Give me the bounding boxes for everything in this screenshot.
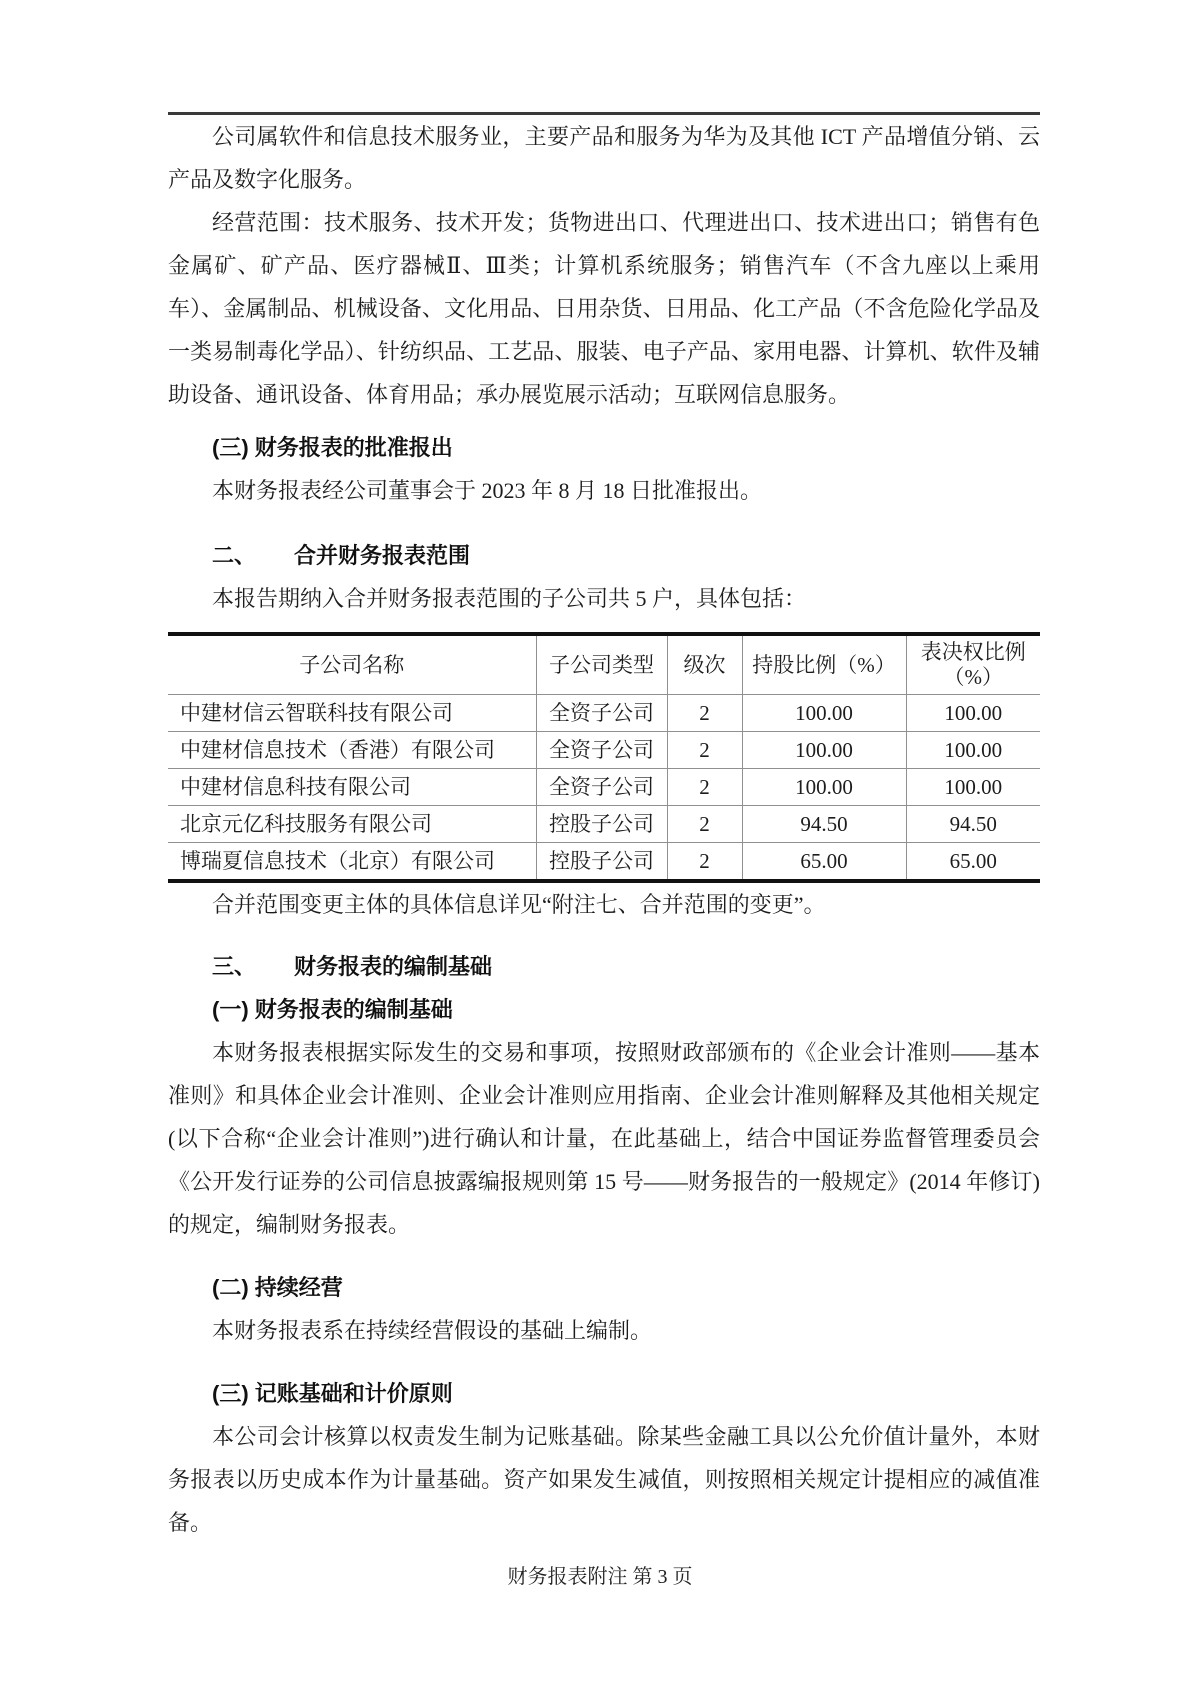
cell-subsidiary-type: 全资子公司	[536, 695, 667, 732]
cell-holding-pct: 100.00	[742, 695, 906, 732]
paragraph-approval: 本财务报表经公司董事会于 2023 年 8 月 18 日批准报出。	[212, 478, 763, 503]
cell-subsidiary-name: 中建材信息技术（香港）有限公司	[168, 732, 536, 769]
cell-level: 2	[667, 806, 742, 843]
cell-subsidiary-name: 博瑞夏信息技术（北京）有限公司	[168, 843, 536, 882]
section-3-number: 三、	[212, 954, 257, 979]
page-content	[168, 112, 1040, 1544]
table-row	[168, 806, 1040, 843]
cell-holding-pct: 65.00	[742, 843, 906, 882]
cell-voting-pct: 100.00	[906, 769, 1040, 806]
column-header-name: 子公司名称	[168, 634, 536, 695]
cell-voting-pct: 100.00	[906, 732, 1040, 769]
section-3-title: 财务报表的编制基础	[294, 954, 493, 979]
paragraph-industry: 公司属软件和信息技术服务业，主要产品和服务为华为及其他 ICT 产品增值分销、云产品及数字化服务。	[168, 124, 1040, 192]
cell-subsidiary-name: 中建材信云智联科技有限公司	[168, 695, 536, 732]
heading-going-concern: (二) 持续经营	[212, 1275, 343, 1300]
cell-voting-pct: 100.00	[906, 695, 1040, 732]
cell-level: 2	[667, 769, 742, 806]
cell-subsidiary-type: 全资子公司	[536, 769, 667, 806]
cell-holding-pct: 94.50	[742, 806, 906, 843]
cell-voting-pct: 65.00	[906, 843, 1040, 882]
cell-level: 2	[667, 732, 742, 769]
cell-subsidiary-type: 控股子公司	[536, 843, 667, 882]
paragraph-scope-intro: 本报告期纳入合并财务报表范围的子公司共 5 户，具体包括：	[212, 586, 807, 611]
cell-level: 2	[667, 695, 742, 732]
page-footer: 财务报表附注 第 3 页	[507, 1566, 693, 1588]
table-row	[168, 843, 1040, 882]
subsidiaries-table-wrap	[168, 632, 1040, 883]
heading-section-3	[168, 945, 1040, 988]
column-header-holding: 持股比例（%）	[742, 634, 906, 695]
cell-holding-pct: 100.00	[742, 732, 906, 769]
table-row	[168, 769, 1040, 806]
subsidiaries-table	[168, 632, 1040, 883]
section-2-number: 二、	[212, 543, 257, 568]
heading-approval: (三) 财务报表的批准报出	[212, 435, 453, 460]
cell-level: 2	[667, 843, 742, 882]
column-header-type: 子公司类型	[536, 634, 667, 695]
cell-voting-pct: 94.50	[906, 806, 1040, 843]
paragraph-basis-1: 本财务报表根据实际发生的交易和事项，按照财政部颁布的《企业会计准则——基本准则》和具体企业会计准则、企业会计准则应用指南、企业会计准则解释及其他相关规定(以下合称“企业会计准则”)进行确认和计量，在此基础上，结合中国证券监督管理委员会《公开发行证券的公司信息披露编报规则第 15 号——财务报告的一般规定》(2014 年修订)的规定，编制财务报表。	[168, 1040, 1040, 1237]
heading-accounting-basis: (三) 记账基础和计价原则	[212, 1381, 453, 1406]
paragraph-business-scope: 经营范围：技术服务、技术开发；货物进出口、代理进出口、技术进出口；销售有色金属矿、矿产品、医疗器械Ⅱ、Ⅲ类；计算机系统服务；销售汽车（不含九座以上乘用车）、金属制品、机械设备、文化用品、日用杂货、日用品、化工产品（不含危险化学品及一类易制毒化学品）、针纺织品、工艺品、服装、电子产品、家用电器、计算机、软件及辅助设备、通讯设备、体育用品；承办展览展示活动；互联网信息服务。	[168, 210, 1040, 407]
paragraph-going-concern: 本财务报表系在持续经营假设的基础上编制。	[212, 1318, 653, 1343]
table-header-row	[168, 634, 1040, 695]
table-row	[168, 732, 1040, 769]
cell-subsidiary-type: 控股子公司	[536, 806, 667, 843]
cell-subsidiary-type: 全资子公司	[536, 732, 667, 769]
cell-subsidiary-name: 中建材信息科技有限公司	[168, 769, 536, 806]
section-2-title: 合并财务报表范围	[294, 543, 471, 568]
heading-section-2	[168, 534, 1040, 577]
cell-subsidiary-name: 北京元亿科技服务有限公司	[168, 806, 536, 843]
table-row	[168, 695, 1040, 732]
column-header-level: 级次	[667, 634, 742, 695]
cell-holding-pct: 100.00	[742, 769, 906, 806]
column-header-voting: 表决权比例（%）	[906, 634, 1040, 695]
paragraph-scope-note: 合并范围变更主体的具体信息详见“附注七、合并范围的变更”。	[212, 892, 826, 917]
paragraph-accounting-basis: 本公司会计核算以权责发生制为记账基础。除某些金融工具以公允价值计量外，本财务报表以历史成本作为计量基础。资产如果发生减值，则按照相关规定计提相应的减值准备。	[168, 1424, 1040, 1535]
heading-basis-1: (一) 财务报表的编制基础	[212, 997, 453, 1022]
